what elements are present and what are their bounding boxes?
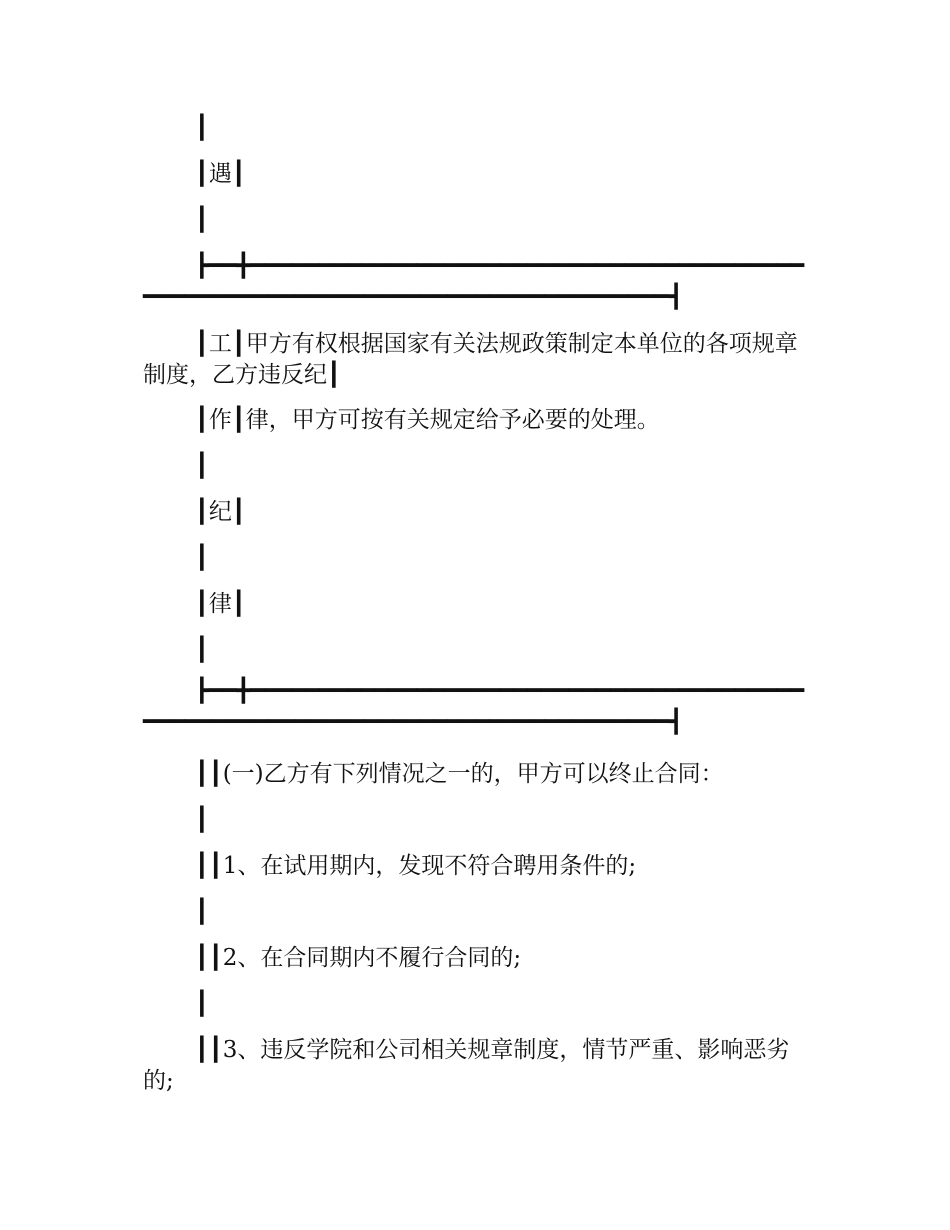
table-separator: ┣━━╋━━━━━━━━━━━━━━━━━━━━━━━━━━━━━━━━━━━━━━━━━━━━━━━━━━━━━━━━━━━━━━━━━━━━━━━━━━━━━━┫ <box>143 678 805 735</box>
text-line: ┃ <box>195 545 209 571</box>
text-line: ┃ <box>195 207 209 233</box>
text-line: ┃ <box>195 453 209 479</box>
table-separator: ┣━━╋━━━━━━━━━━━━━━━━━━━━━━━━━━━━━━━━━━━━━━━━━━━━━━━━━━━━━━━━━━━━━━━━━━━━━━━━━━━━━━┫ <box>143 253 805 310</box>
text-line: ┃纪┃ <box>195 499 246 525</box>
text-line: ┃ <box>195 807 209 833</box>
text-line: ┃ <box>195 899 209 925</box>
text-line: ┃遇┃ <box>195 161 246 187</box>
text-line: ┃ <box>195 991 209 1017</box>
text-line: ┃┃2、在合同期内不履行合同的; <box>195 945 522 971</box>
text-line: ┃ <box>195 115 209 141</box>
text-line: ┃┃(一)乙方有下列情况之一的，甲方可以终止合同： <box>195 761 724 787</box>
text-line: ┃作┃律，甲方可按有关规定给予必要的处理。 <box>195 407 660 433</box>
text-line: ┃ <box>195 637 209 663</box>
text-line: ┃工┃甲方有权根据国家有关法规政策制定本单位的各项规章制度，乙方违反纪┃ <box>143 331 798 388</box>
text-line: ┃┃3、违反学院和公司相关规章制度，情节严重、影响恶劣的; <box>143 1037 790 1094</box>
text-line: ┃律┃ <box>195 591 246 617</box>
text-line: ┃┃1、在试用期内，发现不符合聘用条件的; <box>195 853 637 879</box>
